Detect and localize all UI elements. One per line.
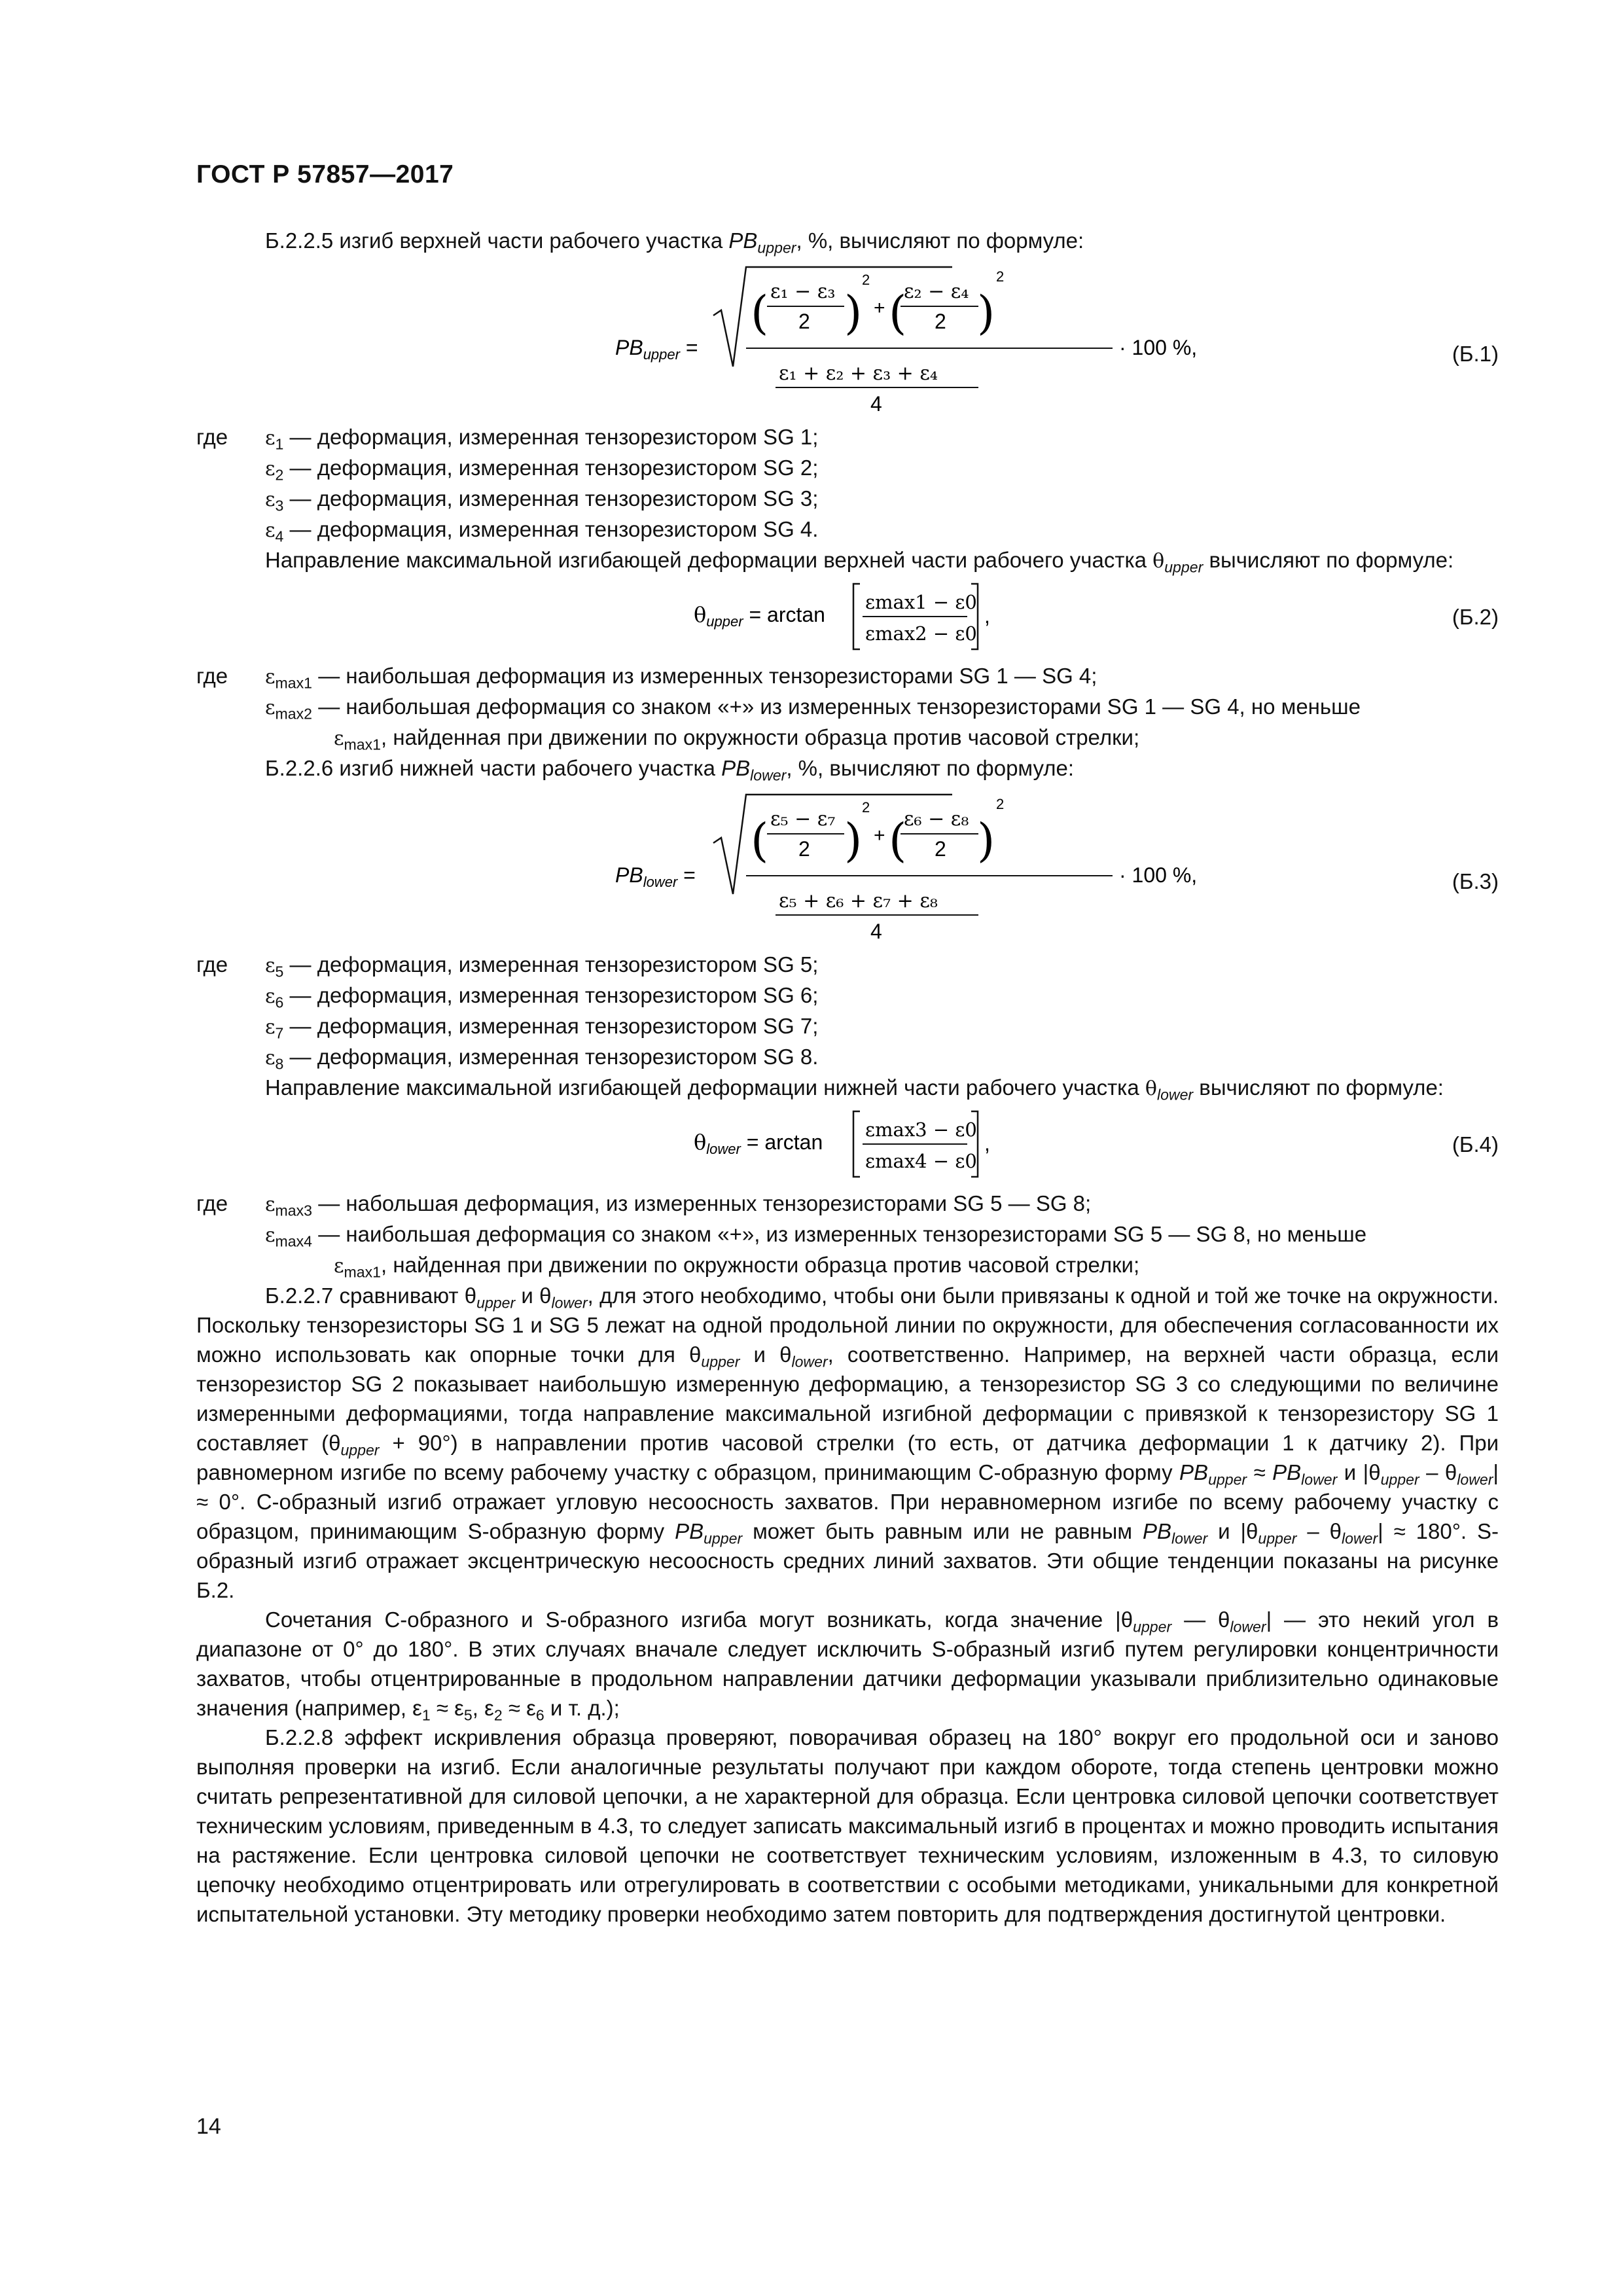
b226-direction-text: Направление максимальной изгибающей деформации нижней части рабочего участка $\theta_{lower}$ вычисляют по формуле: [265,1075,1444,1103]
equation-number-b1: (Б.1) [1452,342,1499,366]
svg-text:): ) [977,286,995,340]
svg-text:2: 2 [935,310,946,333]
svg-text:· 100 %,: · 100 %, [1119,863,1198,887]
svg-text:ε₅ − ε₇: ε₅ − ε₇ [770,808,836,831]
definition-item: $\varepsilon_6$ — деформация, измеренная тензорезистором SG 6; [265,983,819,1011]
svg-text:2: 2 [935,837,946,861]
svg-text:+: + [874,825,885,846]
definition-continuation: $\varepsilon_{max1}$, найденная при движении по окружности образца против часовой стрелки; [334,725,1140,753]
definition-item: где $\varepsilon_5$ — деформация, измеренная тензорезистором SG 5; [196,952,819,980]
definition-item: $\varepsilon_7$ — деформация, измеренная тензорезистором SG 7; [265,1014,819,1042]
b226-intro: Б.2.2.6 изгиб нижней части рабочего участка $PB_{lower}$, %, вычисляют по формуле: [265,756,1075,784]
equation-number-b3: (Б.3) [1452,869,1499,893]
svg-text:PBlower =: $PB_{lower}$ = [615,863,696,890]
svg-text:ε₁ + ε₂ + ε₃ + ε₄: ε₁ + ε₂ + ε₃ + ε₄ [779,362,938,385]
svg-text:ε₅ + ε₆ + ε₇ + ε₈: ε₅ + ε₆ + ε₇ + ε₈ [779,889,938,912]
equation-b2 [196,576,1499,661]
formula-theta-lower [694,1103,1021,1185]
equation-number-b4: (Б.4) [1452,1132,1499,1157]
definition-item: $\varepsilon_{max4}$ — наибольшая деформация со знаком «+», из измеренных тензорезисторами SG 5 — SG 8, но меньше [265,1222,1367,1250]
definition-item: $\varepsilon_8$ — деформация, измеренная тензорезистором SG 8. [265,1045,819,1073]
page-number: 14 [196,2114,221,2139]
svg-text:,: , [984,1132,990,1155]
svg-text:(: ( [889,286,907,340]
svg-text:εmax3 − ε0: εmax3 − ε0 [865,1119,977,1141]
svg-text:): ) [844,814,863,867]
svg-text:,: , [984,604,990,628]
svg-text:2: 2 [996,796,1005,812]
b227-paragraph: Б.2.2.7 сравнивают $\theta_{upper}$ и $\theta_{lower}$, для этого необходимо, чтобы они были привязаны к одной и той же точке на окружности. Поскольку тензорезисторы SG 1 и SG 5 лежат на одной продольной линии по окружности, для обеспечения согласованности их можно использовать как опорные точки для $\theta_{upper}$ и $\theta_{lower}$, соответственно. Например, на верхней части образца, если тензорезистор SG 2 показывает наибольшую измеренную деформацию, а тензорезистор SG 3 со следующими по величине измеренными деформациями, тогда направление максимальной изгибной деформации с привязкой к тензорезистору SG 1 составляет $(\theta_{upper} + 90^\circ)$ в направлении против часовой стрелки (то есть, от датчика деформации 1 к датчику 2). При равномерном изгибе по всему рабочему участку с образцом, принимающим С-образную форму $PB_{upper} \approx PB_{lower}$ и $|\theta_{upper} - \theta_{lower}| \approx 0^\circ$. С-образный изгиб отражает угловую несоосность захватов. При неравномерном изгибе по всему рабочему участку с образцом, принимающим S-образную форму $PB_{upper}$ может быть равным или не равным $PB_{lower}$ и $|\theta_{upper} - \theta_{lower}| \approx 180^\circ$. S-образный изгиб отражает эксцентрическую несоосность средних линий захватов. Эти общие тенденции показаны на рисунке Б.2. [196,1283,1499,1602]
formula-pb-lower [615,783,1270,946]
b226-direction-definitions [196,1189,1499,1281]
svg-text:2: 2 [798,837,810,861]
svg-text:θupper = arctan: $\theta_{upper} = \arctan$ [694,602,825,630]
formula-pb-upper-rest [615,255,1270,419]
svg-text:(: ( [751,814,769,867]
document-body [196,226,1499,1929]
svg-text:2: 2 [862,272,870,288]
definition-item: $\varepsilon_2$ — деформация, измеренная тензорезистором SG 2; [265,456,819,484]
svg-text:2: 2 [798,310,810,333]
equation-number-b2: (Б.2) [1452,605,1499,629]
svg-text:εmax1 − ε0: εmax1 − ε0 [865,591,977,613]
svg-text:ε₂ − ε₄: ε₂ − ε₄ [904,280,969,303]
svg-text:2: 2 [996,268,1005,285]
svg-text:εmax2 − ε0: εmax2 − ε0 [865,622,977,645]
equation-b3 [196,783,1499,950]
b225-definitions [196,422,1499,545]
definition-item: где $\varepsilon_{max3}$ — набольшая деформация, из измеренных тензорезисторами SG 5 — SG 8; [196,1191,1092,1219]
svg-text:ε₁ − ε₃: ε₁ − ε₃ [770,280,836,303]
b228-paragraph: Б.2.2.8 эффект искривления образца проверяют, поворачивая образец на 180° вокруг его продольной оси и заново выполняя проверки на изгиб. Если аналогичные результаты получают при каждом обороте, тогда степень центровки можно считать репрезентативной для силовой цепочки, а не характерной для образца. Если центровка силовой цепочки соответствует техническим условиям, приведенным в 4.3, то следует записать максимальный изгиб в процентах и можно проводить испытания на растяжение. Если центровка силовой цепочки не соответствует техническим условиям, изложенным в 4.3, то силовую цепочку необходимо отцентрировать или отрегулировать в соответствии с особыми методиками, уникальными для конкретной испытательной установки. Эту методику проверки необходимо затем повторить для подтверждения достигнутой центровки. [196,1725,1499,1926]
definition-item: где $\varepsilon_1$ — деформация, измеренная тензорезистором SG 1; [196,425,819,453]
svg-text:PBupper =: $PB_{upper}$ = [615,336,698,363]
svg-text:): ) [844,286,863,340]
svg-text:): ) [977,814,995,867]
svg-text:· 100 %,: · 100 %, [1119,336,1198,359]
svg-text:εmax4 − ε0: εmax4 − ε0 [865,1150,977,1172]
b225-intro: Б.2.2.5 изгиб верхней части рабочего участка $PB_{upper}$, %, вычисляют по формуле: [265,228,1084,257]
b226-definitions [196,950,1499,1073]
definition-item: где $\varepsilon_{max1}$ — наибольшая деформация из измеренных тензорезисторами SG 1 — SG 4; [196,664,1097,692]
formula-theta-upper [694,576,1021,658]
definition-item: $\varepsilon_4$ — деформация, измеренная тензорезистором SG 4. [265,517,819,545]
definition-item: $\varepsilon_3$ — деформация, измеренная тензорезистором SG 3; [265,486,819,514]
svg-text:ε₆ − ε₈: ε₆ − ε₈ [904,808,969,831]
definition-item: $\varepsilon_{max2}$ — наибольшая деформация со знаком «+» из измеренных тензорезисторами SG 1 — SG 4, но меньше [265,694,1361,723]
svg-text:4: 4 [870,392,882,416]
equation-b4 [196,1103,1499,1189]
svg-text:(: ( [889,814,907,867]
svg-text:+: + [874,297,885,319]
svg-text:θlower = arctan: $\theta_{lower} = \arctan$ [694,1130,823,1157]
svg-text:4: 4 [870,920,882,943]
svg-text:2: 2 [862,799,870,816]
b227-paragraph-2: Сочетания С-образного и S-образного изгиба могут возникать, когда значение $|\theta_{upper}$ — $\theta_{lower}|$ — это некий угол в диапазоне от 0° до 180°. В этих случаях вначале следует исключить S-образный изгиб путем регулировки концентричности захватов, чтобы отцентрированные в продольном направлении датчики деформации указывали приблизительно одинаковые значения (например, $\varepsilon_1 \approx \varepsilon_5$, $\varepsilon_2 \approx \varepsilon_6$ и т. д.); [196,1607,1499,1724]
b225-direction-text: Направление максимальной изгибающей деформации верхней части рабочего участка $\theta_{upper}$ вычисляют по формуле: [265,548,1454,576]
svg-text:(: ( [751,286,769,340]
definition-continuation: $\varepsilon_{max1}$, найденная при движении по окружности образца против часовой стрелки; [334,1253,1140,1281]
b225-direction-definitions [196,661,1499,753]
equation-b1 [196,255,1499,422]
document-header: ГОСТ Р 57857—2017 [196,160,454,188]
